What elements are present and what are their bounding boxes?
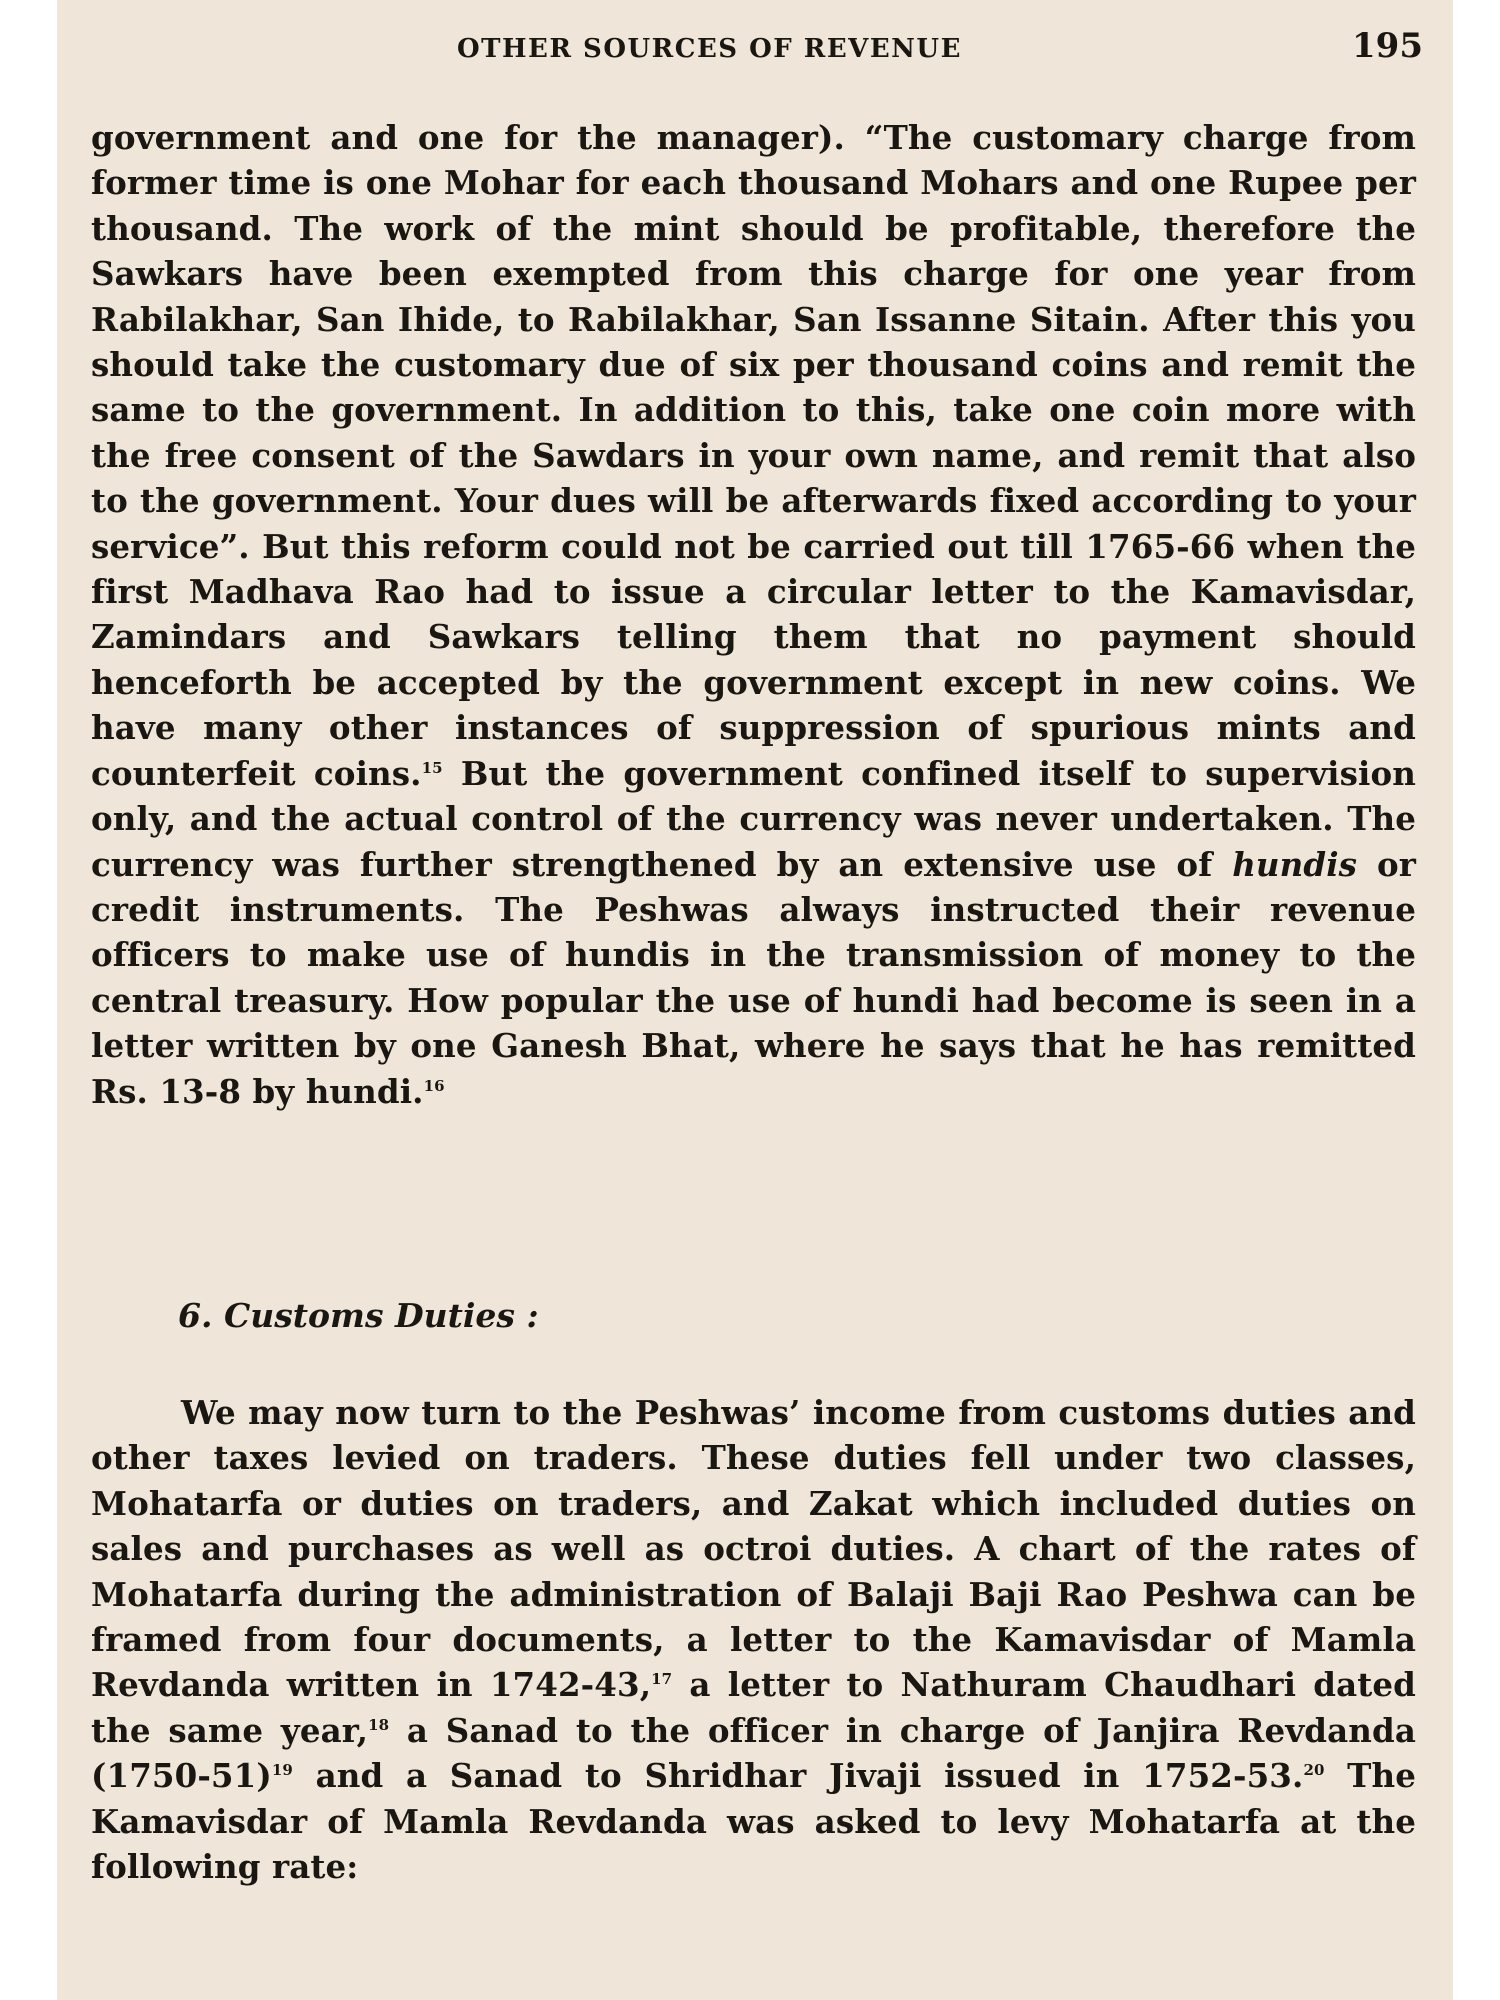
footnote-ref-16: 16 xyxy=(423,1076,445,1095)
footnote-ref-15: 15 xyxy=(421,758,443,777)
para2-text-5: The Kamavisdar of Mamla Revdanda was asked to levy Mohatarfa at the following rate: xyxy=(91,1756,1416,1887)
para1-text-2: But the government confined itself to supervision only, and the actual control of the currency was never undertaken. The currency was further strengthened by an extensive use of xyxy=(91,753,1416,884)
para2-text-1: We may now turn to the Peshwas’ income from customs duties and other taxes levied on traders. These duties fell under two classes, Mohatarfa or duties on traders, and Zakat which included duties on sales and purchases as well as octroi duties. A chart of the rates of Mohatarfa during the administration of Balaji Baji Rao Peshwa can be framed from four documents, a letter to the Kamavisdar of Mamla Revdanda written in 1742-43, xyxy=(91,1393,1416,1705)
hundis-italic: hundis xyxy=(1232,844,1358,884)
para1-text-3: or credit instruments. The Peshwas always instructed their revenue officers to make use of hundis in the transmission of money to the central treasury. How popular the use of hundi had become is seen in a letter written by one Ganesh Bhat, where he says that he has remitted Rs. 13-8 by hundi. xyxy=(91,844,1416,1111)
footnote-ref-18: 18 xyxy=(368,1716,390,1735)
footnote-ref-20: 20 xyxy=(1303,1761,1325,1780)
paragraph-mint-currency xyxy=(91,115,1416,1114)
running-head-title: OTHER SOURCES OF REVENUE xyxy=(457,34,962,64)
para1-text-1: government and one for the manager). “The customary charge from former time is one Mohar for each thousand Mohars and one Rupee per thousand. The work of the mint should be profitable, therefore the Sawkars have been exempted from this charge for one year from Rabilakhar, San Ihide, to Rabilakhar, San Issanne Sitain. After this you should take the customary due of six per thousand coins and remit the same to the government. In addition to this, take one coin more with the free consent of the Sawdars in your own name, and remit that also to the government. Your dues will be afterwards fixed according to your service”. But this reform could not be carried out till 1765-66 when the first Madhava Rao had to issue a circular letter to the Kamavisdar, Zamindars and Sawkars telling them that no payment should henceforth be accepted by the government except in new coins. We have many other instances of suppression of spurious mints and counterfeit coins. xyxy=(91,118,1416,793)
book-page xyxy=(57,0,1453,2000)
page-number: 195 xyxy=(1352,26,1423,66)
footnote-ref-19: 19 xyxy=(271,1761,293,1780)
footnote-ref-17: 17 xyxy=(651,1670,673,1689)
para2-text-2: a letter to Nathuram Chaudhari dated the same year, xyxy=(91,1665,1416,1750)
paragraph-customs-duties xyxy=(91,1390,1416,1889)
running-head xyxy=(57,26,1453,66)
para2-text-3: a Sanad to the officer in charge of Janjira Revdanda (1750-51) xyxy=(91,1710,1416,1796)
para2-text-4: and a Sanad to Shridhar Jivaji issued in 1752-53. xyxy=(292,1756,1304,1796)
section-heading: 6. Customs Duties : xyxy=(178,1296,539,1335)
